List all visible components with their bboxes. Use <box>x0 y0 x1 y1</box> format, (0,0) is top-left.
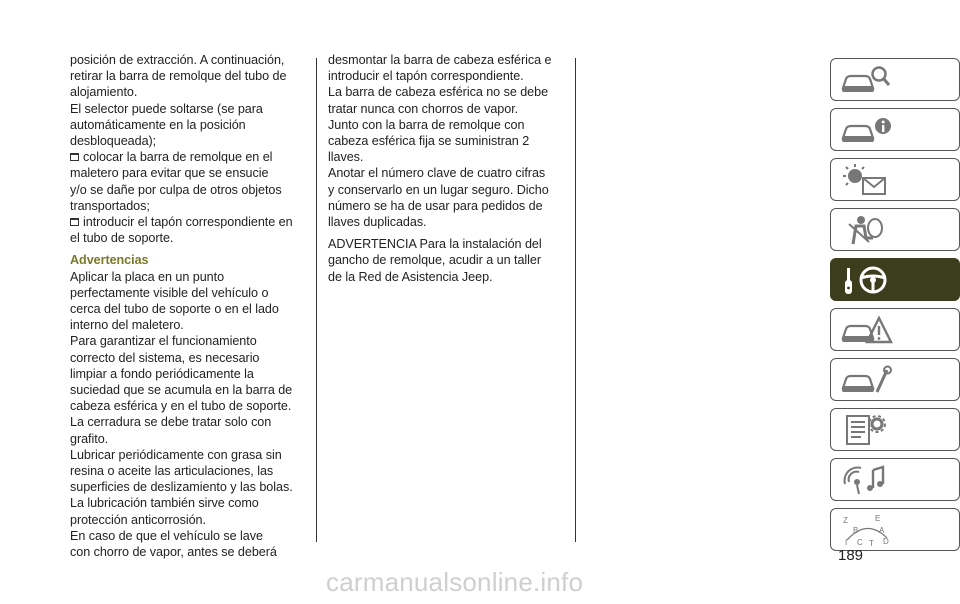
index-letter: C <box>857 538 863 547</box>
text-line: protección anticorrosión. <box>70 512 206 527</box>
index-letter: B <box>853 526 859 535</box>
key-steering-wheel-icon <box>839 262 893 298</box>
text-line: transportados; <box>70 198 150 213</box>
tab-emergency[interactable] <box>830 308 960 351</box>
column-divider <box>316 58 317 542</box>
text-line: suciedad que se acumula en la barra de <box>70 383 293 398</box>
text-line: número se ha de usar para pedidos de <box>328 198 543 213</box>
car-wrench-icon <box>839 362 893 398</box>
bullet-text: introducir el tapón correspondiente en <box>83 215 293 230</box>
text-line: automáticamente en la posición <box>70 117 246 132</box>
chapter-tabs <box>830 58 960 558</box>
text-line: La lubricación también sirve como <box>70 496 259 511</box>
text-line: cerca del tubo de soporte o en el lado <box>70 302 279 317</box>
index-letter: D <box>883 537 889 546</box>
text-line: interno del maletero. <box>70 318 184 333</box>
text-line: maletero para evitar que se ensucie <box>70 166 269 181</box>
car-magnifier-icon <box>839 62 893 98</box>
bullet-item <box>70 149 310 165</box>
text-line: ADVERTENCIA Para la instalación del <box>328 237 542 252</box>
text-column-2 <box>328 52 560 285</box>
text-line: gancho de remolque, acudir a un taller <box>328 253 542 268</box>
text-line: desbloqueada); <box>70 134 157 149</box>
text-line: llaves. <box>328 150 364 165</box>
tab-technical-data[interactable] <box>830 408 960 451</box>
tab-index[interactable] <box>830 508 960 551</box>
index-letter: I <box>845 538 848 547</box>
text-line: tratar nunca con chorros de vapor. <box>328 101 519 116</box>
index-letter: A <box>879 526 885 535</box>
column-divider <box>575 58 576 542</box>
text-line: cabeza esférica fija se suministran 2 <box>328 134 530 149</box>
bullet-text: colocar la barra de remolque en el <box>83 150 273 165</box>
text-line: llaves duplicadas. <box>328 215 427 230</box>
page-number: 189 <box>838 547 864 564</box>
text-line: desmontar la barra de cabeza esférica e <box>328 53 552 67</box>
index-letter: Z <box>843 516 848 525</box>
index-letter: E <box>875 514 881 523</box>
bullet-icon <box>70 218 79 226</box>
music-signal-icon <box>839 462 893 498</box>
text-line: y conservarlo en un lugar seguro. Dicho <box>328 182 549 197</box>
sun-envelope-icon <box>839 162 893 198</box>
text-line: y/o se dañe por culpa de otros objetos <box>70 182 282 197</box>
seat-airbag-icon <box>839 212 893 248</box>
text-line: posición de extracción. A continuación, <box>70 53 285 67</box>
text-line: Para garantizar el funcionamiento <box>70 334 257 349</box>
text-line: En caso de que el vehículo se lave <box>70 528 263 543</box>
text-line: La barra de cabeza esférica no se debe <box>328 85 549 100</box>
text-column-1 <box>70 52 310 560</box>
text-line: Lubricar periódicamente con grasa sin <box>70 447 282 462</box>
car-info-icon <box>839 112 893 148</box>
tab-starting-driving[interactable] <box>830 258 960 301</box>
alphabet-index-icon <box>839 512 893 548</box>
text-line: Junto con la barra de remolque con <box>328 117 525 132</box>
text-line: el tubo de soporte. <box>70 231 174 246</box>
tab-getting-to-know[interactable] <box>830 58 960 101</box>
tab-multimedia[interactable] <box>830 458 960 501</box>
text-line: limpiar a fondo periódicamente la <box>70 366 254 381</box>
section-heading: Advertencias <box>70 253 149 268</box>
text-line: de la Red de Asistencia Jeep. <box>328 269 493 284</box>
text-line: alojamiento. <box>70 85 138 100</box>
tab-safety[interactable] <box>830 208 960 251</box>
car-warning-icon <box>839 312 893 348</box>
bullet-icon <box>70 153 79 161</box>
text-line: Anotar el número clave de cuatro cifras <box>328 166 546 181</box>
text-line: Aplicar la placa en un punto <box>70 269 225 284</box>
text-line: grafito. <box>70 431 109 446</box>
text-line: resina o aceite las articulaciones, las <box>70 464 274 479</box>
text-line: La cerradura se debe tratar solo con <box>70 415 272 430</box>
text-line: cabeza esférica y en el tubo de soporte. <box>70 399 292 414</box>
text-line: El selector puede soltarse (se para <box>70 101 263 116</box>
text-line: introducir el tapón correspondiente. <box>328 69 524 84</box>
index-letter: T <box>869 539 874 548</box>
bullet-item <box>70 214 310 230</box>
tab-instrument-panel[interactable] <box>830 108 960 151</box>
tab-lights-messages[interactable] <box>830 158 960 201</box>
text-line: superficies de deslizamiento y las bolas. <box>70 480 293 495</box>
text-line: perfectamente visible del vehículo o <box>70 285 269 300</box>
watermark: carmanualsonline.info <box>326 567 584 597</box>
text-line: correcto del sistema, es necesario <box>70 350 260 365</box>
text-line: con chorro de vapor, antes se deberá <box>70 545 277 560</box>
document-gear-icon <box>839 412 893 448</box>
tab-servicing[interactable] <box>830 358 960 401</box>
text-line: retirar la barra de remolque del tubo de <box>70 69 287 84</box>
